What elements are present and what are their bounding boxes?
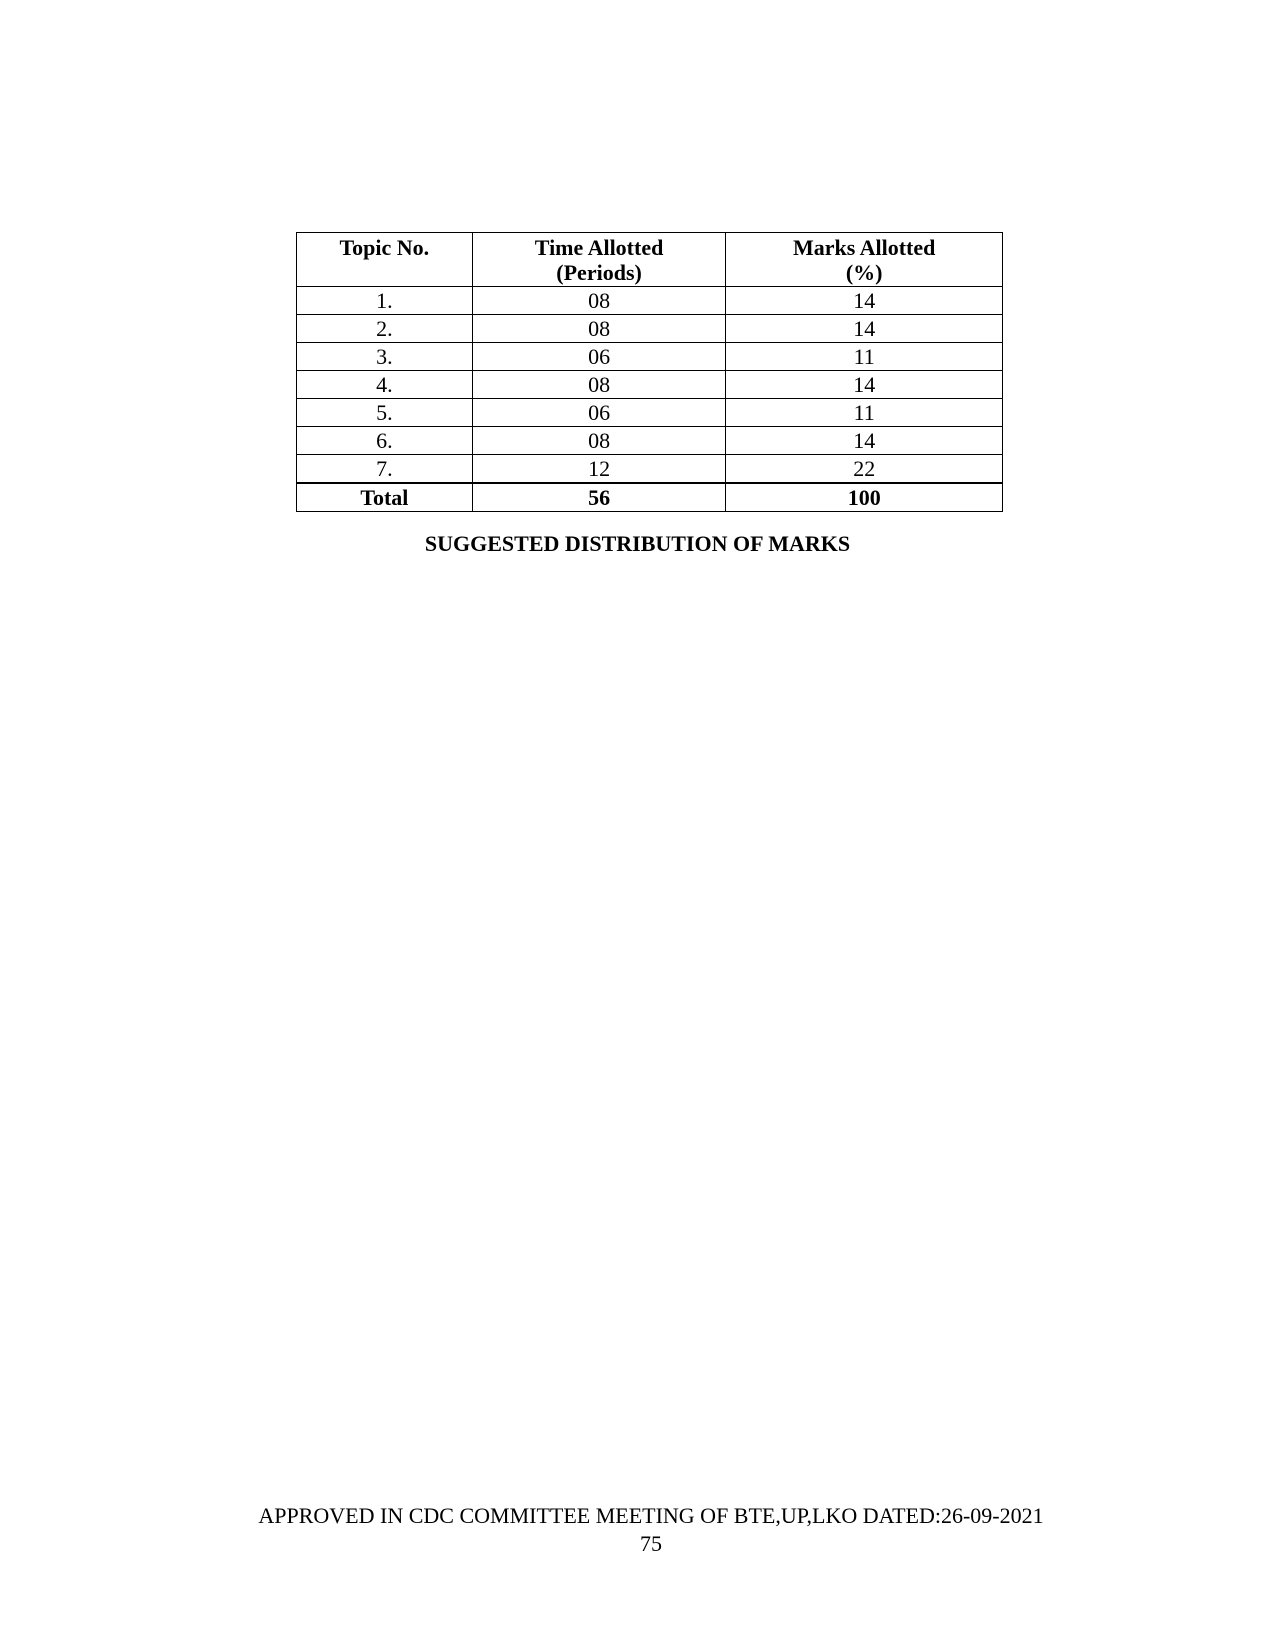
cell-topic: 5. bbox=[297, 399, 473, 427]
table-row bbox=[297, 287, 1003, 315]
cell-topic: 3. bbox=[297, 343, 473, 371]
page-footer bbox=[0, 1502, 1275, 1558]
cell-marks: 11 bbox=[726, 343, 1003, 371]
cell-time: 12 bbox=[472, 455, 726, 483]
header-time-allotted-line1: Time Allotted bbox=[534, 235, 664, 260]
header-time-allotted bbox=[472, 233, 726, 287]
marks-distribution-table bbox=[296, 232, 1003, 512]
header-time-allotted-line2: (Periods) bbox=[556, 260, 642, 285]
header-topic-no-label: Topic No. bbox=[339, 235, 430, 260]
cell-topic: 2. bbox=[297, 315, 473, 343]
cell-topic: 4. bbox=[297, 371, 473, 399]
cell-marks: 14 bbox=[726, 315, 1003, 343]
cell-topic: 7. bbox=[297, 455, 473, 483]
cell-time: 06 bbox=[472, 399, 726, 427]
cell-marks: 11 bbox=[726, 399, 1003, 427]
cell-marks: 14 bbox=[726, 371, 1003, 399]
table-row bbox=[297, 455, 1003, 483]
header-topic-no bbox=[297, 233, 473, 287]
cell-marks: 22 bbox=[726, 455, 1003, 483]
cell-time: 06 bbox=[472, 343, 726, 371]
cell-total-marks: 100 bbox=[726, 483, 1003, 512]
cell-time: 08 bbox=[472, 427, 726, 455]
table-row bbox=[297, 399, 1003, 427]
table-row bbox=[297, 371, 1003, 399]
cell-topic: 6. bbox=[297, 427, 473, 455]
header-marks-allotted bbox=[726, 233, 1003, 287]
table-row bbox=[297, 343, 1003, 371]
cell-total-time: 56 bbox=[472, 483, 726, 512]
approval-note: APPROVED IN CDC COMMITTEE MEETING OF BTE,UP,LKO DATED:26-09-2021 bbox=[258, 1503, 1044, 1528]
cell-topic: 1. bbox=[297, 287, 473, 315]
cell-marks: 14 bbox=[726, 427, 1003, 455]
cell-time: 08 bbox=[472, 315, 726, 343]
page-number: 75 bbox=[640, 1531, 662, 1556]
table-header-row bbox=[297, 233, 1003, 287]
cell-marks: 14 bbox=[726, 287, 1003, 315]
table-row bbox=[297, 427, 1003, 455]
table-caption: SUGGESTED DISTRIBUTION OF MARKS bbox=[424, 531, 851, 556]
cell-time: 08 bbox=[472, 287, 726, 315]
table-row bbox=[297, 315, 1003, 343]
table-total-row bbox=[297, 483, 1003, 512]
header-marks-allotted-line1: Marks Allotted bbox=[793, 235, 936, 260]
cell-time: 08 bbox=[472, 371, 726, 399]
header-marks-allotted-line2: (%) bbox=[845, 260, 883, 285]
cell-total-label: Total bbox=[297, 483, 473, 512]
